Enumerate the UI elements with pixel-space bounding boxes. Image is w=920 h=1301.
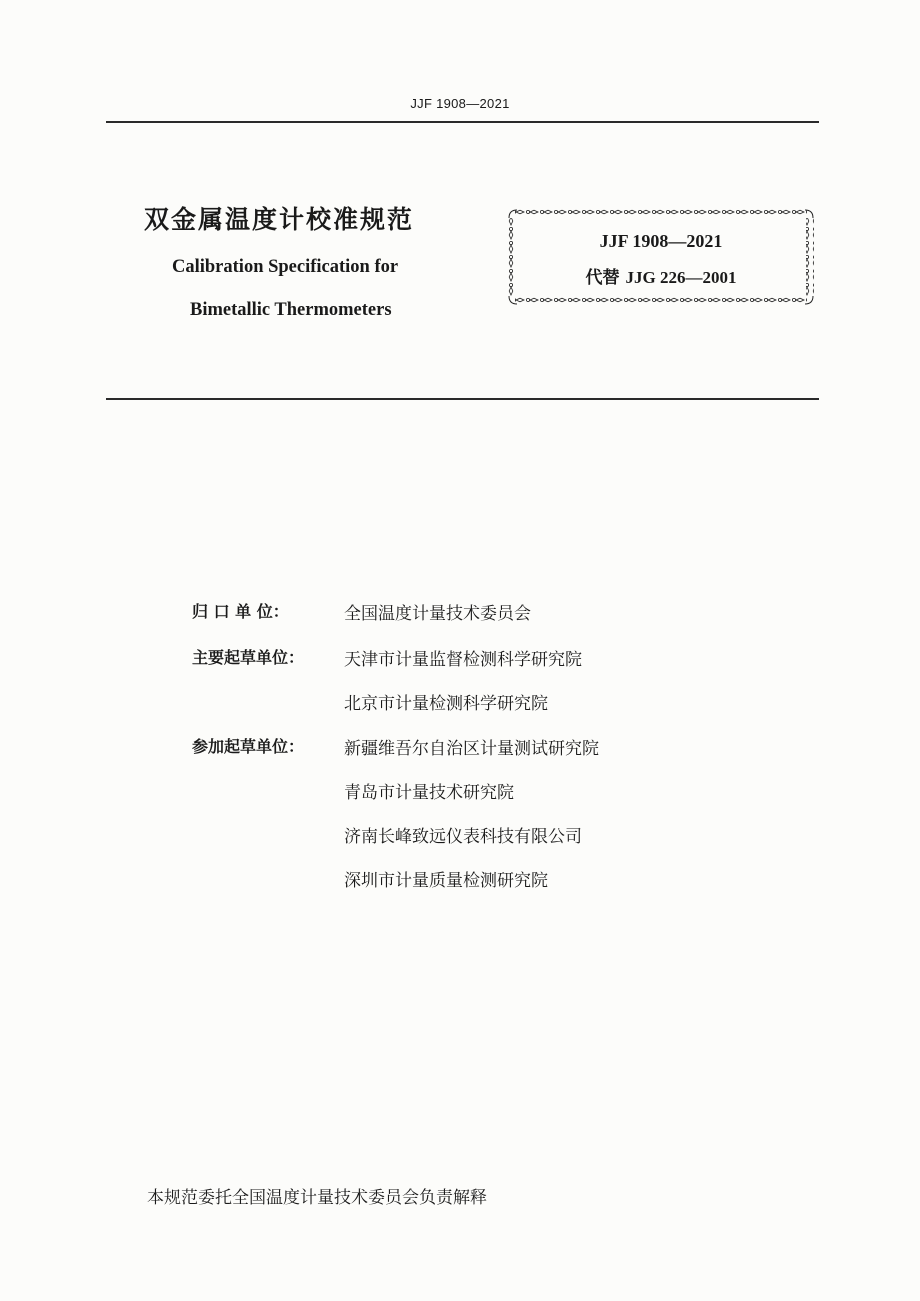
- replaces-line: [507, 263, 815, 288]
- main-drafters-label: 主要起草单位：: [192, 648, 305, 667]
- standard-code-box: [507, 208, 815, 306]
- responsible-unit: 全国温度计量技术委员会: [344, 604, 531, 624]
- participating-drafter-3: 济南长峰致远仪表科技有限公司: [344, 827, 582, 847]
- responsible-unit-label: 归 口 单 位：: [192, 602, 289, 621]
- footer-interpretation-note: 本规范委托全国温度计量技术委员会负责解释: [147, 1188, 487, 1208]
- top-divider: [106, 121, 819, 123]
- decorative-chain-border: [507, 208, 815, 306]
- header-standard-code: JJF 1908—2021: [410, 96, 510, 111]
- participating-drafter-4: 深圳市计量质量检测研究院: [344, 871, 548, 891]
- main-drafter-1: 天津市计量监督检测科学研究院: [344, 650, 582, 670]
- participating-drafter-2: 青岛市计量技术研究院: [344, 783, 514, 803]
- participating-drafter-1: 新疆维吾尔自治区计量测试研究院: [344, 739, 599, 759]
- replaced-standard-code: JJG 226—2001: [625, 268, 737, 287]
- standard-number: JJF 1908—2021: [599, 231, 723, 251]
- title-chinese: 双金属温度计校准规范: [144, 205, 415, 234]
- main-drafter-2: 北京市计量检测科学研究院: [344, 694, 548, 714]
- title-english-line1: Calibration Specification for: [172, 257, 399, 277]
- replaces-prefix: 代替: [585, 268, 626, 288]
- title-english-line2: Bimetallic Thermometers: [190, 300, 392, 320]
- bottom-divider: [106, 398, 819, 400]
- participating-drafters-label: 参加起草单位：: [192, 737, 305, 756]
